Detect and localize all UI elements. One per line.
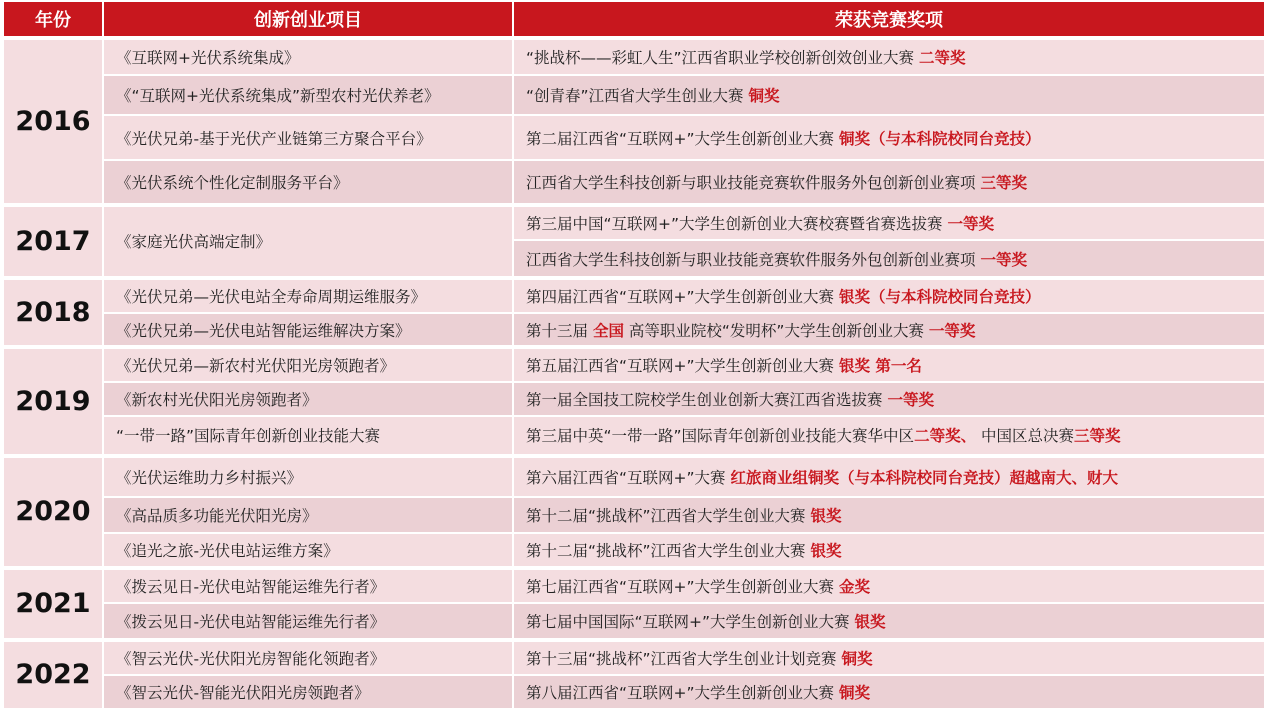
project-cell: 《高品质多功能光伏阳光房》	[102, 496, 512, 532]
table-row	[4, 496, 1264, 532]
project-cell: “一带一路”国际青年创新创业技能大赛	[102, 415, 512, 453]
project-cell: 《光伏兄弟—新农村光伏阳光房领跑者》	[102, 345, 512, 381]
project-cell: 《光伏兄弟—光伏电站全寿命周期运维服务》	[102, 276, 512, 312]
award-text: 江西省大学生科技创新与职业技能竞赛软件服务外包创新创业赛项	[526, 250, 981, 269]
award-text: 高等职业院校“发明杯”大学生创新创业大赛	[623, 321, 929, 340]
award-cell	[512, 203, 1264, 239]
award-level: 铜奖	[838, 683, 870, 702]
award-level: 一等奖	[887, 391, 934, 410]
project-cell: 《光伏运维助力乡村振兴》	[102, 454, 512, 496]
award-level: 一等奖	[928, 321, 976, 340]
award-cell	[512, 638, 1264, 674]
table-row	[4, 532, 1264, 566]
award-cell	[512, 566, 1264, 602]
award-level: 二等奖	[919, 49, 966, 68]
table-row	[4, 415, 1264, 453]
award-cell	[512, 532, 1264, 566]
award-level: 银奖	[854, 612, 886, 631]
project-cell: 《新农村光伏阳光房领跑者》	[102, 381, 512, 415]
project-cell: 《“互联网+光伏系统集成”新型农村光伏养老》	[102, 74, 512, 114]
award-cell	[512, 114, 1264, 159]
project-cell: 《拨云见日-光伏电站智能运维先行者》	[102, 602, 512, 638]
table-row	[4, 114, 1264, 159]
award-text: 第三届中国“互联网+”大学生创新创业大赛校赛暨省赛选拔赛	[526, 215, 948, 234]
award-level: 铜奖（与本科院校同台竞技）	[838, 129, 1041, 148]
award-text: 第五届江西省“互联网+”大学生创新创业大赛	[526, 357, 839, 376]
award-level: 银奖 第一名	[838, 357, 922, 376]
award-text: 第十二届“挑战杯”江西省大学生创业大赛	[526, 506, 811, 525]
award-text: 第八届江西省“互联网+”大学生创新创业大赛	[526, 683, 839, 702]
table-header	[4, 2, 1264, 36]
award-level: 铜奖	[841, 649, 873, 668]
awards-table	[4, 2, 1264, 708]
award-cell	[512, 276, 1264, 312]
award-level: 三等奖	[1074, 427, 1121, 446]
award-level: 一等奖	[980, 250, 1027, 269]
table-row	[4, 312, 1264, 346]
year-cell: 2019	[4, 345, 102, 453]
project-cell: 《家庭光伏高端定制》	[102, 203, 512, 275]
project-cell: 《拨云见日-光伏电站智能运维先行者》	[102, 566, 512, 602]
award-cell	[512, 454, 1264, 496]
project-cell: 《光伏系统个性化定制服务平台》	[102, 159, 512, 204]
year-cell: 2021	[4, 566, 102, 638]
table-row	[4, 276, 1264, 312]
project-cell: 《光伏兄弟-基于光伏产业链第三方聚合平台》	[102, 114, 512, 159]
award-text: “挑战杯——彩虹人生”江西省职业学校创新创效创业大赛	[526, 49, 919, 68]
award-cell	[512, 159, 1264, 204]
project-cell: 《互联网+光伏系统集成》	[102, 36, 512, 74]
project-cell: 《智云光伏-智能光伏阳光房领跑者》	[102, 674, 512, 708]
award-cell	[512, 239, 1264, 275]
table-row	[4, 454, 1264, 496]
table-body	[4, 36, 1264, 708]
award-level: 银奖（与本科院校同台竞技）	[838, 287, 1041, 306]
table-row	[4, 203, 1264, 239]
award-text: 第七届中国国际“互联网+”大学生创新创业大赛	[526, 612, 855, 631]
year-cell: 2017	[4, 203, 102, 275]
table-row	[4, 74, 1264, 114]
header-year: 年份	[4, 2, 102, 36]
award-text: 第一届全国技工院校学生创业创新大赛江西省选拔赛	[526, 391, 888, 410]
award-text: 第二届江西省“互联网+”大学生创新创业大赛	[526, 129, 839, 148]
award-cell	[512, 415, 1264, 453]
table-row	[4, 566, 1264, 602]
award-text: 第十三届	[526, 321, 593, 340]
award-text: 第四届江西省“互联网+”大学生创新创业大赛	[526, 287, 839, 306]
award-text: 江西省大学生科技创新与职业技能竞赛软件服务外包创新创业赛项	[526, 174, 981, 193]
award-text: “创青春”江西省大学生创业大赛	[526, 87, 749, 106]
award-level: 铜奖	[748, 87, 780, 106]
award-text: 第十二届“挑战杯”江西省大学生创业大赛	[526, 541, 811, 560]
award-cell	[512, 36, 1264, 74]
project-cell: 《智云光伏-光伏阳光房智能化领跑者》	[102, 638, 512, 674]
header-row	[4, 2, 1264, 36]
table-row	[4, 36, 1264, 74]
award-text: 第六届江西省“互联网+”大赛	[526, 468, 731, 487]
year-cell: 2020	[4, 454, 102, 566]
year-cell: 2018	[4, 276, 102, 346]
award-text: 第十三届“挑战杯”江西省大学生创业计划竞赛	[526, 649, 842, 668]
table-row	[4, 381, 1264, 415]
header-award: 荣获竞赛奖项	[512, 2, 1264, 36]
table-row	[4, 345, 1264, 381]
award-cell	[512, 496, 1264, 532]
award-text: 第七届江西省“互联网+”大学生创新创业大赛	[526, 577, 839, 596]
header-project: 创新创业项目	[102, 2, 512, 36]
award-level: 全国	[592, 321, 624, 340]
award-text: 第三届中英“一带一路”国际青年创新创业技能大赛华中区	[526, 427, 915, 446]
award-level: 金奖	[838, 577, 870, 596]
award-level: 银奖	[810, 506, 842, 525]
table-row	[4, 638, 1264, 674]
award-cell	[512, 602, 1264, 638]
award-level: 一等奖	[947, 215, 994, 234]
award-level: 红旅商业组铜奖（与本科院校同台竞技）超越南大、财大	[730, 468, 1118, 487]
award-cell	[512, 312, 1264, 346]
award-text: 中国区总决赛	[976, 427, 1075, 446]
project-cell: 《追光之旅-光伏电站运维方案》	[102, 532, 512, 566]
award-level: 三等奖	[980, 174, 1027, 193]
award-cell	[512, 674, 1264, 708]
award-cell	[512, 345, 1264, 381]
table-row	[4, 602, 1264, 638]
year-cell: 2016	[4, 36, 102, 203]
year-cell: 2022	[4, 638, 102, 708]
award-cell	[512, 381, 1264, 415]
table-row	[4, 159, 1264, 204]
award-level: 二等奖、	[914, 427, 977, 446]
project-cell: 《光伏兄弟—光伏电站智能运维解决方案》	[102, 312, 512, 346]
table-row	[4, 674, 1264, 708]
award-cell	[512, 74, 1264, 114]
award-level: 银奖	[810, 541, 842, 560]
